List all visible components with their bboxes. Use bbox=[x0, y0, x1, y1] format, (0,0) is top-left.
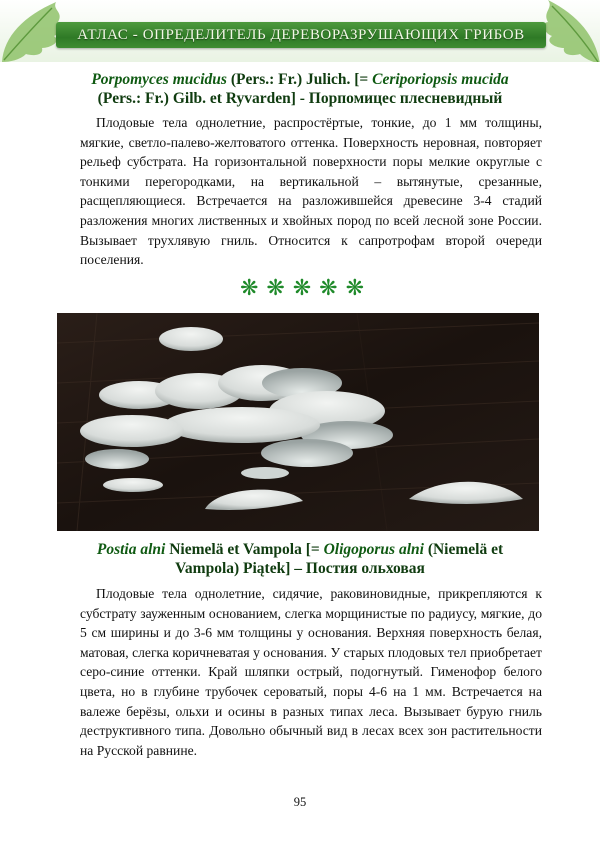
flower-ornament-icon: ❋ bbox=[266, 275, 285, 300]
running-header-title: АТЛАС - ОПРЕДЕЛИТЕЛЬ ДЕРЕВОРАЗРУШАЮЩИХ ГРИБОВ bbox=[77, 27, 525, 43]
species2-author: Niemelä et Vampola [= bbox=[165, 541, 324, 558]
mushroom-photo bbox=[57, 313, 539, 531]
section-divider-ornament bbox=[240, 276, 364, 300]
flower-ornament-icon: ❋ bbox=[292, 275, 312, 300]
species1-latin-name: Porpomyces mucidus bbox=[91, 71, 227, 88]
species1-title-line2: (Pers.: Fr.) Gilb. et Ryvarden] - Порпомицес плесневидный bbox=[97, 90, 503, 107]
species1-title bbox=[60, 70, 540, 108]
page-header bbox=[0, 0, 600, 62]
flower-ornament-icon: ❋ bbox=[345, 275, 364, 300]
species2-synonym: Oligoporus alni bbox=[323, 541, 424, 558]
species2-latin-name: Postia alni bbox=[96, 541, 166, 558]
species1-synonym: Ceriporiopsis mucida bbox=[372, 71, 509, 88]
flower-ornament-icon: ❋ bbox=[240, 275, 259, 300]
flower-ornament-icon: ❋ bbox=[319, 275, 338, 300]
species2-author2: (Niemelä et bbox=[423, 541, 504, 558]
species1-description: Плодовые тела однолетние, распростёртые, тонкие, до 1 мм толщины, мягкие, светло-палево-желтоватого оттенка. Поверхность неровная, повторяет рельеф субстрата. На горизонтальной поверхности поры мелкие округлые с тонкими перегородками, на вертикальной – вытянутые, срезанные, расщепляющиеся. Встречается на разложившейся древесине 3-4 стадий разложения многих лиственных и хвойных пород по всей лесной зоне России. Вызывает трухлявую гниль. Относится к сапротрофам второй очереди поселения. bbox=[80, 115, 542, 268]
species2-title bbox=[60, 540, 540, 578]
species2-title-line2: Vampola) Piątek] – Постия ольховая bbox=[175, 560, 425, 577]
species1-author: (Pers.: Fr.) Julich. [= bbox=[226, 71, 373, 88]
page-number: 95 bbox=[293, 795, 307, 809]
species2-description: Плодовые тела однолетние, сидячие, раковиновидные, прикрепляются к субстрату зауженным основанием, слегка морщинистые по радиусу, мягкие, до 5 см ширины и до 3-6 мм толщины у основания. Верхняя поверхность белая, матовая, слегка коричневатая у основания. У старых плодовых тел приобретает серо-синие оттенки. Край шляпки острый, подогнутый. Гименофор белого цвета, но в глубине трубочек сероватый, поры 4-6 на 1 мм. Встречается на валеже берёзы, ольхи и осины в разных типах леса. Вызывает бурую гниль деструктивного типа. Довольно обычный вид в лесах всех зон растительности на Русской равнине. bbox=[80, 586, 542, 758]
